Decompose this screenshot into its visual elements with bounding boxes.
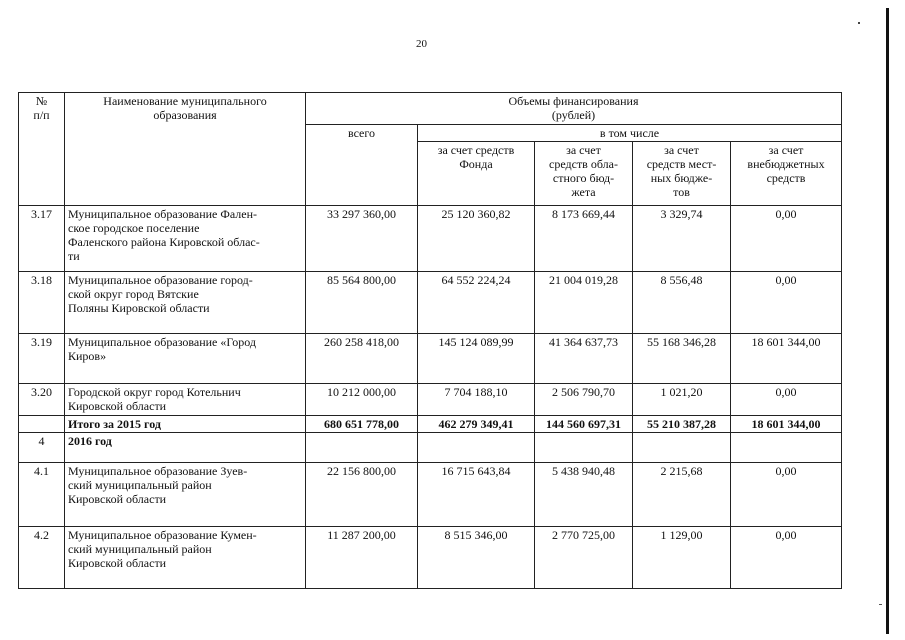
page-number: 20 — [416, 38, 427, 50]
row-total: 260 258 418,00 — [306, 334, 418, 384]
table-row — [19, 272, 842, 334]
row-regional: 41 364 637,73 — [535, 334, 633, 384]
row-fund: 64 552 224,24 — [418, 272, 535, 334]
row-num: 3.19 — [19, 334, 65, 384]
row-extra: 0,00 — [731, 272, 842, 334]
row-regional: 144 560 697,31 — [535, 416, 633, 433]
header-extra: за счет внебюджетных средств — [731, 142, 842, 206]
row-num — [19, 416, 65, 433]
row-num: 4.1 — [19, 463, 65, 527]
row-local: 55 168 346,28 — [633, 334, 731, 384]
row-name: Муниципальное образование Зуев- ский муниципальный район Кировской области — [65, 463, 306, 527]
row-regional: 5 438 940,48 — [535, 463, 633, 527]
row-name: Муниципальное образование «Город Киров» — [65, 334, 306, 384]
row-num: 4 — [19, 433, 65, 463]
row-num: 3.20 — [19, 384, 65, 416]
header-total: всего — [306, 125, 418, 206]
row-local: 1 129,00 — [633, 527, 731, 589]
row-local: 55 210 387,28 — [633, 416, 731, 433]
row-local: 8 556,48 — [633, 272, 731, 334]
row-extra: 0,00 — [731, 206, 842, 272]
row-total: 33 297 360,00 — [306, 206, 418, 272]
row-regional: 2 770 725,00 — [535, 527, 633, 589]
row-extra — [731, 433, 842, 463]
row-num: 3.18 — [19, 272, 65, 334]
row-regional — [535, 433, 633, 463]
row-num: 4.2 — [19, 527, 65, 589]
row-fund: 8 515 346,00 — [418, 527, 535, 589]
row-total: 11 287 200,00 — [306, 527, 418, 589]
header-name: Наименование муниципального образования — [65, 93, 306, 206]
table-row-section-2016 — [19, 433, 842, 463]
row-regional: 21 004 019,28 — [535, 272, 633, 334]
row-regional: 8 173 669,44 — [535, 206, 633, 272]
row-name: Муниципальное образование Фален- ское городское поселение Фаленского района Кировской облас- ти — [65, 206, 306, 272]
row-local: 3 329,74 — [633, 206, 731, 272]
header-fund: за счет средств Фонда — [418, 142, 535, 206]
row-total: 22 156 800,00 — [306, 463, 418, 527]
header-regional: за счет средств обла- стного бюд- жета — [535, 142, 633, 206]
row-fund: 16 715 643,84 — [418, 463, 535, 527]
financing-table — [18, 92, 842, 589]
row-local: 2 215,68 — [633, 463, 731, 527]
row-total — [306, 433, 418, 463]
header-including: в том числе — [418, 125, 842, 142]
row-fund — [418, 433, 535, 463]
table-row — [19, 384, 842, 416]
scan-speck — [858, 22, 860, 24]
row-total: 85 564 800,00 — [306, 272, 418, 334]
header-volumes: Объемы финансирования (рублей) — [306, 93, 842, 125]
row-extra: 18 601 344,00 — [731, 334, 842, 384]
row-total: 10 212 000,00 — [306, 384, 418, 416]
table-row — [19, 463, 842, 527]
row-name: Городской округ город Котельнич Кировской области — [65, 384, 306, 416]
scan-speck — [879, 604, 882, 605]
table-row — [19, 527, 842, 589]
table-row — [19, 206, 842, 272]
row-extra: 18 601 344,00 — [731, 416, 842, 433]
row-fund: 7 704 188,10 — [418, 384, 535, 416]
row-extra: 0,00 — [731, 527, 842, 589]
header-local: за счет средств мест- ных бюдже- тов — [633, 142, 731, 206]
table-row-total-2015 — [19, 416, 842, 433]
row-name: Итого за 2015 год — [65, 416, 306, 433]
row-num: 3.17 — [19, 206, 65, 272]
row-name: Муниципальное образование город- ской округ город Вятские Поляны Кировской области — [65, 272, 306, 334]
row-name: Муниципальное образование Кумен- ский муниципальный район Кировской области — [65, 527, 306, 589]
row-local — [633, 433, 731, 463]
row-total: 680 651 778,00 — [306, 416, 418, 433]
table-row — [19, 334, 842, 384]
row-name: 2016 год — [65, 433, 306, 463]
row-regional: 2 506 790,70 — [535, 384, 633, 416]
row-fund: 462 279 349,41 — [418, 416, 535, 433]
row-local: 1 021,20 — [633, 384, 731, 416]
header-num: № п/п — [19, 93, 65, 206]
row-extra: 0,00 — [731, 384, 842, 416]
row-fund: 25 120 360,82 — [418, 206, 535, 272]
row-fund: 145 124 089,99 — [418, 334, 535, 384]
row-extra: 0,00 — [731, 463, 842, 527]
page-edge-rule — [886, 8, 889, 634]
